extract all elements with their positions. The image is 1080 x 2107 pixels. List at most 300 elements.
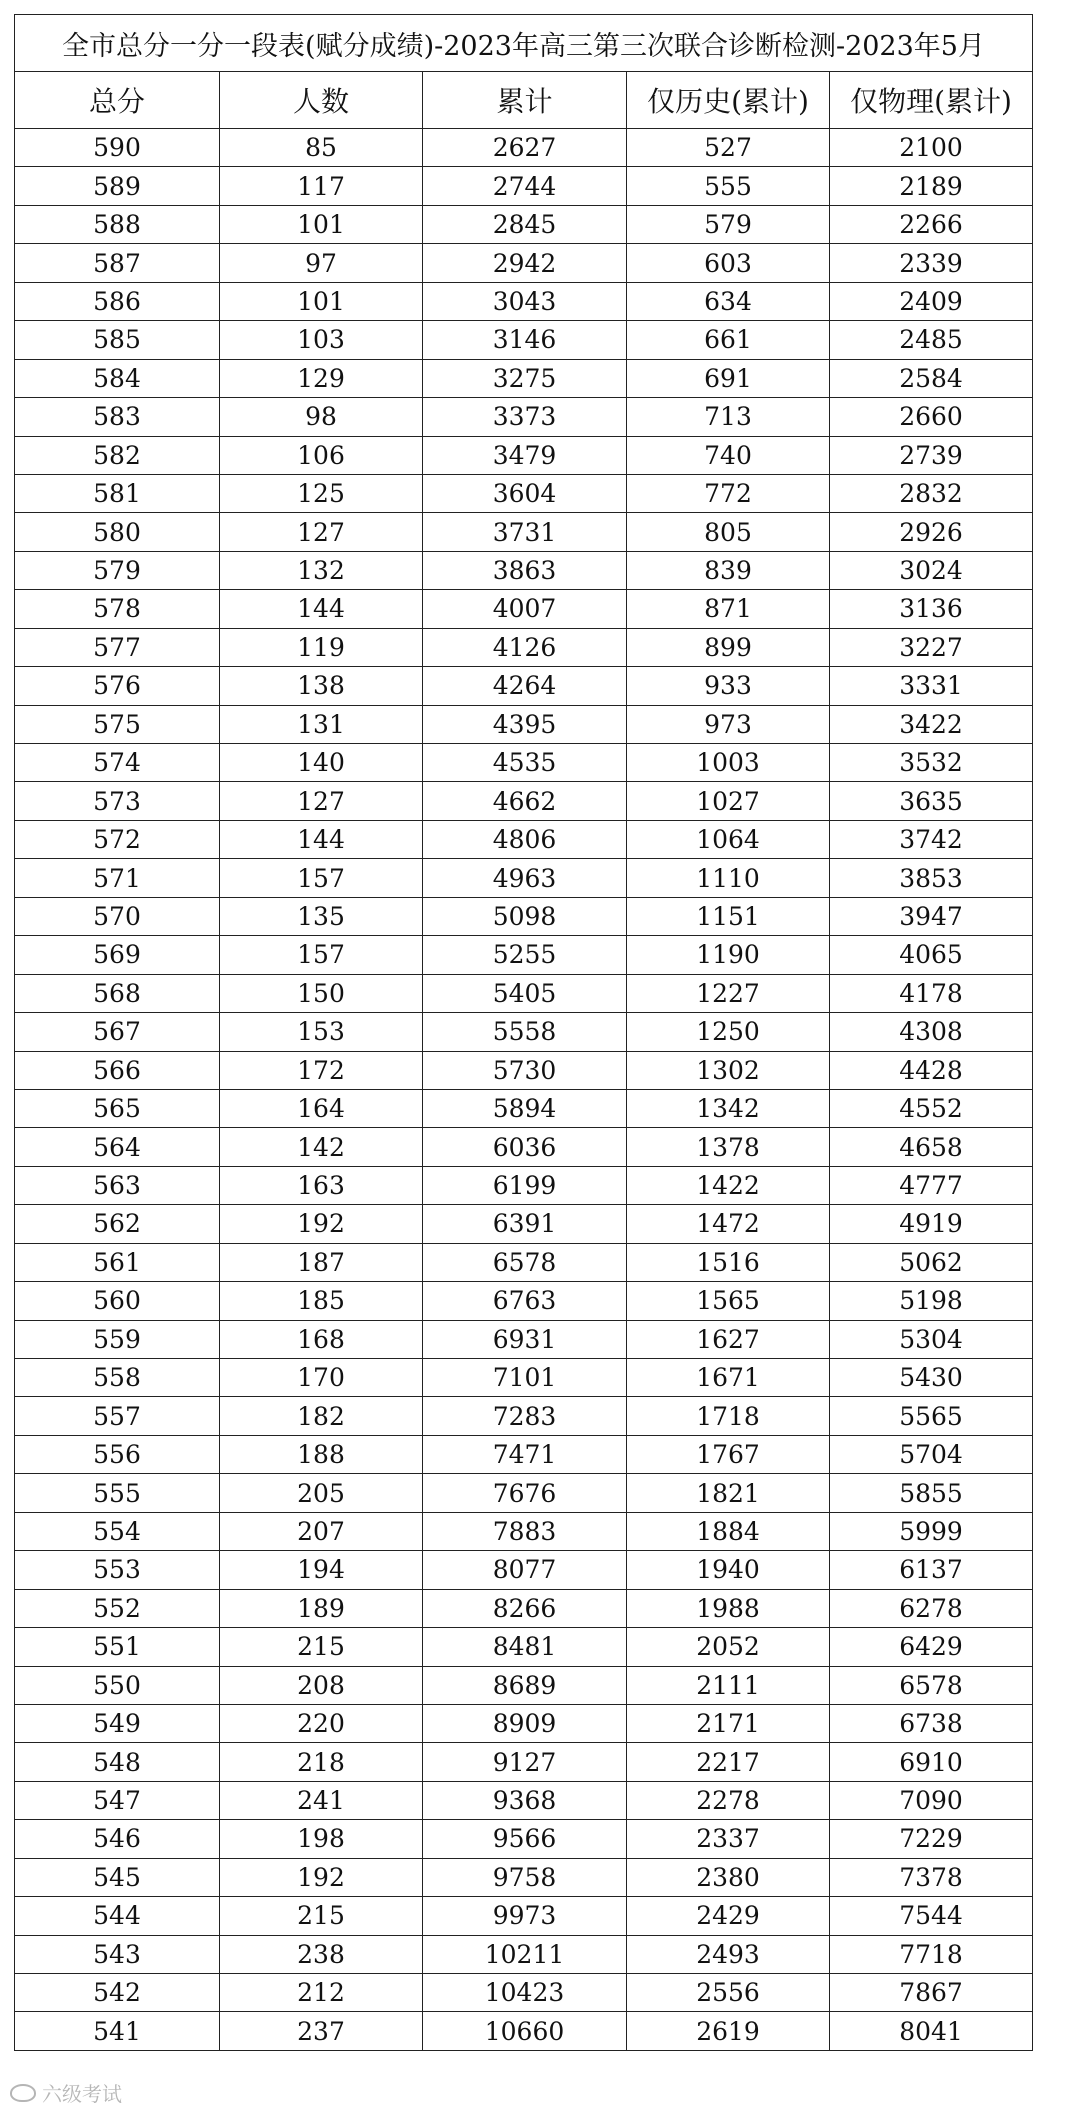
cell-count: 198 <box>220 1820 423 1858</box>
table-row <box>15 205 1033 243</box>
table-row <box>15 282 1033 320</box>
cell-physics-cumulative: 4658 <box>830 1128 1033 1166</box>
cell-total-score: 541 <box>15 2012 220 2050</box>
cell-total-score: 582 <box>15 436 220 474</box>
cell-total-score: 562 <box>15 1205 220 1243</box>
cell-total-score: 554 <box>15 1512 220 1550</box>
cell-count: 208 <box>220 1666 423 1704</box>
cell-cumulative: 6763 <box>423 1282 627 1320</box>
cell-physics-cumulative: 7090 <box>830 1781 1033 1819</box>
cell-total-score: 548 <box>15 1743 220 1781</box>
cell-history-cumulative: 1472 <box>627 1205 830 1243</box>
header-cumulative: 累计 <box>423 72 627 129</box>
cell-physics-cumulative: 5430 <box>830 1359 1033 1397</box>
cell-total-score: 565 <box>15 1089 220 1127</box>
cell-count: 168 <box>220 1320 423 1358</box>
cell-history-cumulative: 2556 <box>627 1974 830 2012</box>
cell-cumulative: 5730 <box>423 1051 627 1089</box>
table-row <box>15 1704 1033 1742</box>
cell-total-score: 578 <box>15 590 220 628</box>
cell-count: 129 <box>220 359 423 397</box>
cell-physics-cumulative: 5855 <box>830 1474 1033 1512</box>
cell-count: 101 <box>220 282 423 320</box>
table-row <box>15 1781 1033 1819</box>
table-row <box>15 1974 1033 2012</box>
table-row <box>15 1166 1033 1204</box>
cell-cumulative: 10660 <box>423 2012 627 2050</box>
table-row <box>15 1858 1033 1896</box>
table-row <box>15 1435 1033 1473</box>
cell-total-score: 568 <box>15 974 220 1012</box>
table-row <box>15 1512 1033 1550</box>
cell-cumulative: 4007 <box>423 590 627 628</box>
cell-history-cumulative: 555 <box>627 167 830 205</box>
cell-count: 144 <box>220 820 423 858</box>
cell-cumulative: 9127 <box>423 1743 627 1781</box>
cell-cumulative: 9758 <box>423 1858 627 1896</box>
cell-physics-cumulative: 7544 <box>830 1897 1033 1935</box>
table-title-row <box>15 15 1033 72</box>
cell-count: 205 <box>220 1474 423 1512</box>
cell-physics-cumulative: 2584 <box>830 359 1033 397</box>
cell-cumulative: 3146 <box>423 321 627 359</box>
cell-history-cumulative: 839 <box>627 551 830 589</box>
cell-count: 238 <box>220 1935 423 1973</box>
cell-history-cumulative: 1110 <box>627 859 830 897</box>
cell-physics-cumulative: 5198 <box>830 1282 1033 1320</box>
cell-physics-cumulative: 4777 <box>830 1166 1033 1204</box>
cell-cumulative: 2627 <box>423 129 627 167</box>
cell-cumulative: 7283 <box>423 1397 627 1435</box>
cell-cumulative: 3275 <box>423 359 627 397</box>
table-row <box>15 590 1033 628</box>
cell-history-cumulative: 527 <box>627 129 830 167</box>
cell-total-score: 573 <box>15 782 220 820</box>
cell-count: 117 <box>220 167 423 205</box>
table-row <box>15 1013 1033 1051</box>
cell-cumulative: 4662 <box>423 782 627 820</box>
cell-count: 215 <box>220 1628 423 1666</box>
table-row <box>15 167 1033 205</box>
cell-total-score: 577 <box>15 628 220 666</box>
cell-history-cumulative: 2619 <box>627 2012 830 2050</box>
cell-history-cumulative: 661 <box>627 321 830 359</box>
cell-physics-cumulative: 8041 <box>830 2012 1033 2050</box>
cell-cumulative: 4535 <box>423 744 627 782</box>
cell-total-score: 560 <box>15 1282 220 1320</box>
cell-physics-cumulative: 3853 <box>830 859 1033 897</box>
cell-count: 212 <box>220 1974 423 2012</box>
table-row <box>15 628 1033 666</box>
cell-total-score: 547 <box>15 1781 220 1819</box>
cell-cumulative: 8689 <box>423 1666 627 1704</box>
cell-history-cumulative: 2380 <box>627 1858 830 1896</box>
header-count: 人数 <box>220 72 423 129</box>
cell-history-cumulative: 2171 <box>627 1704 830 1742</box>
cell-history-cumulative: 973 <box>627 705 830 743</box>
cell-cumulative: 6931 <box>423 1320 627 1358</box>
table-row <box>15 398 1033 436</box>
cell-count: 119 <box>220 628 423 666</box>
cell-total-score: 553 <box>15 1551 220 1589</box>
cell-total-score: 559 <box>15 1320 220 1358</box>
table-row <box>15 974 1033 1012</box>
cell-count: 194 <box>220 1551 423 1589</box>
table-row <box>15 436 1033 474</box>
cell-history-cumulative: 2052 <box>627 1628 830 1666</box>
cell-physics-cumulative: 6137 <box>830 1551 1033 1589</box>
cell-count: 237 <box>220 2012 423 2050</box>
table-row <box>15 1897 1033 1935</box>
cell-count: 101 <box>220 205 423 243</box>
cell-total-score: 588 <box>15 205 220 243</box>
cell-count: 144 <box>220 590 423 628</box>
header-physics-cumulative: 仅物理(累计) <box>830 72 1033 129</box>
cell-cumulative: 3604 <box>423 474 627 512</box>
cell-total-score: 567 <box>15 1013 220 1051</box>
cell-history-cumulative: 1378 <box>627 1128 830 1166</box>
cell-count: 97 <box>220 244 423 282</box>
table-row <box>15 321 1033 359</box>
table-row <box>15 1397 1033 1435</box>
cell-history-cumulative: 772 <box>627 474 830 512</box>
cell-physics-cumulative: 6578 <box>830 1666 1033 1704</box>
cell-cumulative: 2744 <box>423 167 627 205</box>
cell-history-cumulative: 1151 <box>627 897 830 935</box>
cell-cumulative: 7883 <box>423 1512 627 1550</box>
cell-physics-cumulative: 7718 <box>830 1935 1033 1973</box>
cell-cumulative: 5405 <box>423 974 627 1012</box>
cell-history-cumulative: 1884 <box>627 1512 830 1550</box>
cell-total-score: 552 <box>15 1589 220 1627</box>
table-row <box>15 744 1033 782</box>
table-row <box>15 1743 1033 1781</box>
table-row <box>15 820 1033 858</box>
cell-total-score: 555 <box>15 1474 220 1512</box>
cell-cumulative: 3373 <box>423 398 627 436</box>
cell-count: 163 <box>220 1166 423 1204</box>
cell-count: 132 <box>220 551 423 589</box>
cell-physics-cumulative: 5999 <box>830 1512 1033 1550</box>
table-row <box>15 1474 1033 1512</box>
table-row <box>15 1205 1033 1243</box>
cell-cumulative: 4395 <box>423 705 627 743</box>
cell-cumulative: 8077 <box>423 1551 627 1589</box>
cell-cumulative: 8909 <box>423 1704 627 1742</box>
cell-physics-cumulative: 3227 <box>830 628 1033 666</box>
cell-count: 157 <box>220 936 423 974</box>
cell-total-score: 575 <box>15 705 220 743</box>
cell-physics-cumulative: 2266 <box>830 205 1033 243</box>
cell-cumulative: 2845 <box>423 205 627 243</box>
cell-history-cumulative: 1422 <box>627 1166 830 1204</box>
cell-physics-cumulative: 7378 <box>830 1858 1033 1896</box>
cell-history-cumulative: 1027 <box>627 782 830 820</box>
cell-physics-cumulative: 6429 <box>830 1628 1033 1666</box>
table-row <box>15 359 1033 397</box>
cell-history-cumulative: 2217 <box>627 1743 830 1781</box>
cell-history-cumulative: 1302 <box>627 1051 830 1089</box>
watermark <box>10 2078 122 2107</box>
table-row <box>15 1089 1033 1127</box>
cell-history-cumulative: 1565 <box>627 1282 830 1320</box>
cell-physics-cumulative: 2660 <box>830 398 1033 436</box>
cell-total-score: 587 <box>15 244 220 282</box>
header-history-cumulative: 仅历史(累计) <box>627 72 830 129</box>
cell-count: 138 <box>220 667 423 705</box>
cell-physics-cumulative: 2739 <box>830 436 1033 474</box>
watermark-text: 六级考试 <box>42 2082 122 2106</box>
cell-total-score: 544 <box>15 1897 220 1935</box>
cell-count: 164 <box>220 1089 423 1127</box>
cell-history-cumulative: 1516 <box>627 1243 830 1281</box>
cell-cumulative: 10211 <box>423 1935 627 1973</box>
cell-count: 131 <box>220 705 423 743</box>
cell-total-score: 583 <box>15 398 220 436</box>
cell-total-score: 563 <box>15 1166 220 1204</box>
cell-cumulative: 5558 <box>423 1013 627 1051</box>
cell-total-score: 590 <box>15 129 220 167</box>
cell-cumulative: 5255 <box>423 936 627 974</box>
cell-total-score: 576 <box>15 667 220 705</box>
cell-physics-cumulative: 3635 <box>830 782 1033 820</box>
cell-history-cumulative: 1718 <box>627 1397 830 1435</box>
cell-total-score: 556 <box>15 1435 220 1473</box>
cell-total-score: 579 <box>15 551 220 589</box>
cell-cumulative: 5894 <box>423 1089 627 1127</box>
cell-history-cumulative: 2278 <box>627 1781 830 1819</box>
cell-cumulative: 8481 <box>423 1628 627 1666</box>
cell-cumulative: 10423 <box>423 1974 627 2012</box>
cell-total-score: 564 <box>15 1128 220 1166</box>
table-row <box>15 1628 1033 1666</box>
cell-history-cumulative: 634 <box>627 282 830 320</box>
cell-count: 135 <box>220 897 423 935</box>
cell-physics-cumulative: 3331 <box>830 667 1033 705</box>
table-row <box>15 1820 1033 1858</box>
cell-cumulative: 3043 <box>423 282 627 320</box>
cell-physics-cumulative: 2485 <box>830 321 1033 359</box>
cell-count: 187 <box>220 1243 423 1281</box>
cell-physics-cumulative: 2189 <box>830 167 1033 205</box>
cell-count: 98 <box>220 398 423 436</box>
table-row <box>15 1128 1033 1166</box>
cell-cumulative: 6391 <box>423 1205 627 1243</box>
cell-physics-cumulative: 7867 <box>830 1974 1033 2012</box>
table-row <box>15 129 1033 167</box>
table-row <box>15 667 1033 705</box>
cell-count: 127 <box>220 513 423 551</box>
cell-history-cumulative: 1671 <box>627 1359 830 1397</box>
cell-history-cumulative: 1342 <box>627 1089 830 1127</box>
table-row <box>15 1359 1033 1397</box>
cell-total-score: 545 <box>15 1858 220 1896</box>
cell-cumulative: 7676 <box>423 1474 627 1512</box>
cell-physics-cumulative: 7229 <box>830 1820 1033 1858</box>
table-row <box>15 1282 1033 1320</box>
cell-cumulative: 9973 <box>423 1897 627 1935</box>
table-row <box>15 1551 1033 1589</box>
cell-history-cumulative: 603 <box>627 244 830 282</box>
cell-count: 192 <box>220 1858 423 1896</box>
cell-total-score: 571 <box>15 859 220 897</box>
cell-physics-cumulative: 2926 <box>830 513 1033 551</box>
cell-history-cumulative: 1064 <box>627 820 830 858</box>
cell-total-score: 580 <box>15 513 220 551</box>
cell-total-score: 566 <box>15 1051 220 1089</box>
cell-count: 127 <box>220 782 423 820</box>
cell-physics-cumulative: 6910 <box>830 1743 1033 1781</box>
cell-cumulative: 3863 <box>423 551 627 589</box>
cell-physics-cumulative: 6738 <box>830 1704 1033 1742</box>
table-row <box>15 859 1033 897</box>
cell-total-score: 569 <box>15 936 220 974</box>
cell-physics-cumulative: 5704 <box>830 1435 1033 1473</box>
cell-total-score: 550 <box>15 1666 220 1704</box>
cell-physics-cumulative: 3742 <box>830 820 1033 858</box>
cell-cumulative: 3479 <box>423 436 627 474</box>
cell-count: 182 <box>220 1397 423 1435</box>
cell-cumulative: 4806 <box>423 820 627 858</box>
cell-count: 142 <box>220 1128 423 1166</box>
cell-cumulative: 4126 <box>423 628 627 666</box>
table-row <box>15 513 1033 551</box>
cell-count: 218 <box>220 1743 423 1781</box>
cell-history-cumulative: 1627 <box>627 1320 830 1358</box>
cell-cumulative: 4264 <box>423 667 627 705</box>
table-row <box>15 897 1033 935</box>
cell-history-cumulative: 2337 <box>627 1820 830 1858</box>
cell-physics-cumulative: 2100 <box>830 129 1033 167</box>
table-row <box>15 2012 1033 2050</box>
table-body <box>15 129 1033 2051</box>
cell-cumulative: 2942 <box>423 244 627 282</box>
cell-history-cumulative: 1250 <box>627 1013 830 1051</box>
cell-count: 106 <box>220 436 423 474</box>
cell-total-score: 581 <box>15 474 220 512</box>
cell-history-cumulative: 933 <box>627 667 830 705</box>
cell-physics-cumulative: 4919 <box>830 1205 1033 1243</box>
cell-count: 188 <box>220 1435 423 1473</box>
cell-cumulative: 8266 <box>423 1589 627 1627</box>
cell-cumulative: 5098 <box>423 897 627 935</box>
cell-total-score: 574 <box>15 744 220 782</box>
cell-history-cumulative: 1767 <box>627 1435 830 1473</box>
cell-cumulative: 6036 <box>423 1128 627 1166</box>
cell-physics-cumulative: 3422 <box>830 705 1033 743</box>
cell-total-score: 585 <box>15 321 220 359</box>
cell-count: 125 <box>220 474 423 512</box>
cell-count: 192 <box>220 1205 423 1243</box>
cell-history-cumulative: 1821 <box>627 1474 830 1512</box>
cell-count: 150 <box>220 974 423 1012</box>
cell-count: 170 <box>220 1359 423 1397</box>
weibo-logo-icon <box>10 2084 36 2102</box>
cell-count: 189 <box>220 1589 423 1627</box>
table-title: 全市总分一分一段表(赋分成绩)-2023年高三第三次联合诊断检测-2023年5月 <box>15 15 1033 72</box>
cell-physics-cumulative: 5062 <box>830 1243 1033 1281</box>
cell-physics-cumulative: 4065 <box>830 936 1033 974</box>
cell-count: 241 <box>220 1781 423 1819</box>
cell-history-cumulative: 691 <box>627 359 830 397</box>
cell-physics-cumulative: 3136 <box>830 590 1033 628</box>
cell-total-score: 586 <box>15 282 220 320</box>
cell-physics-cumulative: 4552 <box>830 1089 1033 1127</box>
cell-physics-cumulative: 3532 <box>830 744 1033 782</box>
cell-history-cumulative: 2429 <box>627 1897 830 1935</box>
cell-physics-cumulative: 6278 <box>830 1589 1033 1627</box>
cell-history-cumulative: 899 <box>627 628 830 666</box>
cell-count: 103 <box>220 321 423 359</box>
cell-total-score: 543 <box>15 1935 220 1973</box>
cell-physics-cumulative: 2339 <box>830 244 1033 282</box>
table-header-row <box>15 72 1033 129</box>
cell-history-cumulative: 1190 <box>627 936 830 974</box>
cell-physics-cumulative: 4178 <box>830 974 1033 1012</box>
cell-count: 215 <box>220 1897 423 1935</box>
table-row <box>15 474 1033 512</box>
cell-history-cumulative: 713 <box>627 398 830 436</box>
score-table <box>14 14 1033 2051</box>
cell-physics-cumulative: 4428 <box>830 1051 1033 1089</box>
cell-history-cumulative: 805 <box>627 513 830 551</box>
table-row <box>15 244 1033 282</box>
table-row <box>15 936 1033 974</box>
cell-total-score: 551 <box>15 1628 220 1666</box>
table-row <box>15 705 1033 743</box>
header-total-score: 总分 <box>15 72 220 129</box>
cell-history-cumulative: 871 <box>627 590 830 628</box>
cell-physics-cumulative: 2409 <box>830 282 1033 320</box>
cell-physics-cumulative: 5565 <box>830 1397 1033 1435</box>
cell-count: 207 <box>220 1512 423 1550</box>
cell-total-score: 572 <box>15 820 220 858</box>
table-row <box>15 1051 1033 1089</box>
cell-physics-cumulative: 3024 <box>830 551 1033 589</box>
cell-count: 140 <box>220 744 423 782</box>
cell-history-cumulative: 1227 <box>627 974 830 1012</box>
cell-total-score: 542 <box>15 1974 220 2012</box>
cell-history-cumulative: 740 <box>627 436 830 474</box>
cell-total-score: 558 <box>15 1359 220 1397</box>
cell-cumulative: 9566 <box>423 1820 627 1858</box>
cell-physics-cumulative: 2832 <box>830 474 1033 512</box>
cell-history-cumulative: 1940 <box>627 1551 830 1589</box>
cell-cumulative: 6578 <box>423 1243 627 1281</box>
cell-physics-cumulative: 3947 <box>830 897 1033 935</box>
cell-total-score: 589 <box>15 167 220 205</box>
cell-total-score: 546 <box>15 1820 220 1858</box>
cell-cumulative: 7471 <box>423 1435 627 1473</box>
cell-history-cumulative: 1988 <box>627 1589 830 1627</box>
cell-history-cumulative: 579 <box>627 205 830 243</box>
cell-history-cumulative: 1003 <box>627 744 830 782</box>
cell-history-cumulative: 2111 <box>627 1666 830 1704</box>
cell-count: 153 <box>220 1013 423 1051</box>
table-row <box>15 1666 1033 1704</box>
cell-history-cumulative: 2493 <box>627 1935 830 1973</box>
cell-cumulative: 4963 <box>423 859 627 897</box>
table-row <box>15 1935 1033 1973</box>
table-row <box>15 782 1033 820</box>
table-row <box>15 551 1033 589</box>
cell-count: 185 <box>220 1282 423 1320</box>
table-row <box>15 1243 1033 1281</box>
table-row <box>15 1589 1033 1627</box>
cell-total-score: 561 <box>15 1243 220 1281</box>
cell-count: 220 <box>220 1704 423 1742</box>
cell-cumulative: 7101 <box>423 1359 627 1397</box>
